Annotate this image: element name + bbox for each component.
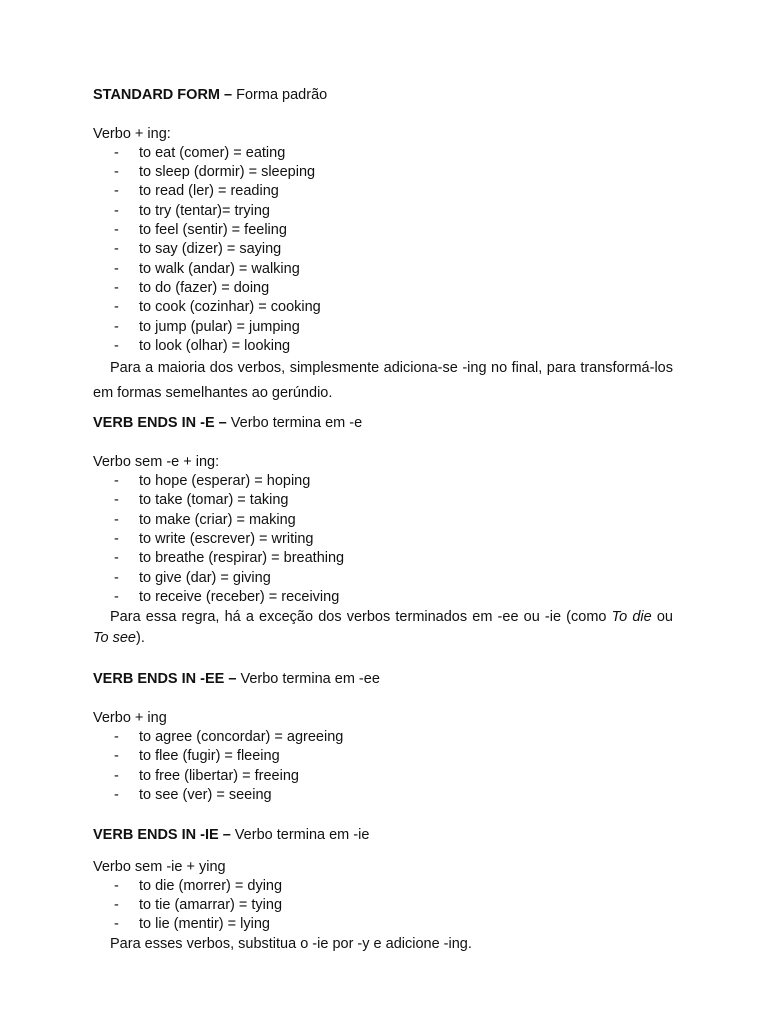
bullet: - [114,164,119,181]
bullet: - [114,786,119,803]
list-item: - to say (dizer) = saying [93,240,673,259]
bullet: - [114,183,119,200]
rule-line: Verbo sem -ie + ying [93,858,226,875]
rule-line: Verbo + ing: [93,125,171,142]
bullet: - [114,299,119,316]
list-item: - to breathe (respirar) = breathing [93,549,673,568]
heading-subtitle: Verbo termina em -ie [230,827,370,844]
heading-subtitle: Verbo termina em -ee [236,671,380,688]
bullet: - [114,729,119,746]
rule-note: Para esses verbos, substitua o -ie por -y e adicione -ing. [110,935,472,952]
heading-subtitle: Forma padrão [232,87,328,103]
list-item: - to free (libertar) = freeing [93,767,673,786]
example-verb: To die [611,609,652,626]
list-item: - to die (morrer) = dying [93,877,673,896]
list-item: - to read (ler) = reading [93,182,673,201]
bullet: - [114,897,119,914]
section-heading-ends-in-e [93,414,673,433]
list-item: - to walk (andar) = walking [93,260,673,279]
list-item: - to eat (comer) = eating [93,144,673,163]
list-item: - to give (dar) = giving [93,569,673,588]
list-item: - to write (escrever) = writing [93,530,673,549]
rule-line: Verbo + ing [93,709,167,726]
verb-list-ends-in-e [93,472,673,607]
bullet: - [114,550,119,567]
bullet: - [114,916,119,933]
section-heading-ends-in-ie [93,826,673,845]
list-item: - to lie (mentir) = lying [93,915,673,934]
bullet: - [114,202,119,219]
bullet: - [114,877,119,894]
bullet: - [114,222,119,239]
list-item: - to agree (concordar) = agreeing [93,728,673,747]
list-item: - to take (tomar) = taking [93,491,673,510]
section-heading-standard-form [93,86,673,105]
bullet: - [114,279,119,296]
bullet: - [114,241,119,258]
bullet: - [114,473,119,490]
list-item: - to feel (sentir) = feeling [93,221,673,240]
verb-list-ends-in-ie [93,877,673,935]
list-item: - to look (olhar) = looking [93,337,673,356]
heading-bold: STANDARD FORM – [93,87,233,103]
list-item: - to jump (pular) = jumping [93,318,673,337]
bullet: - [114,588,119,605]
list-item: - to tie (amarrar) = tying [93,896,673,915]
list-item: - to flee (fugir) = fleeing [93,747,673,766]
list-item: - to see (ver) = seeing [93,786,673,805]
rule-note: Para essa regra, há a exceção dos verbos terminados em -ee ou -ie (como To die ou To see). [93,609,673,647]
bullet: - [114,569,119,586]
rule-note: Para a maioria dos verbos, simplesmente adiciona-se -ing no final, para transformá-los em formas semelhantes ao gerúndio. [93,360,673,402]
list-item: - to try (tentar)= trying [93,202,673,221]
bullet: - [114,511,119,528]
list-item: - to make (criar) = making [93,511,673,530]
bullet: - [114,260,119,277]
bullet: - [114,530,119,547]
example-verb: To see [93,630,136,647]
verb-list-ends-in-ee [93,728,673,805]
bullet: - [114,748,119,765]
document-page [93,86,673,954]
bullet: - [114,767,119,784]
heading-bold: VERB ENDS IN -IE – [93,827,231,844]
rule-line: Verbo sem -e + ing: [93,453,220,470]
bullet: - [114,337,119,354]
list-item: - to do (fazer) = doing [93,279,673,298]
list-item: - to sleep (dormir) = sleeping [93,163,673,182]
heading-bold: VERB ENDS IN -EE – [93,671,237,688]
bullet: - [114,492,119,509]
section-heading-ends-in-ee [93,670,673,689]
heading-subtitle: Verbo termina em -e [226,415,363,432]
list-item: - to cook (cozinhar) = cooking [93,298,673,317]
bullet: - [114,144,119,161]
list-item: - to hope (esperar) = hoping [93,472,673,491]
verb-list-standard [93,144,673,356]
list-item: - to receive (receber) = receiving [93,588,673,607]
heading-bold: VERB ENDS IN -E – [93,415,227,432]
bullet: - [114,318,119,335]
